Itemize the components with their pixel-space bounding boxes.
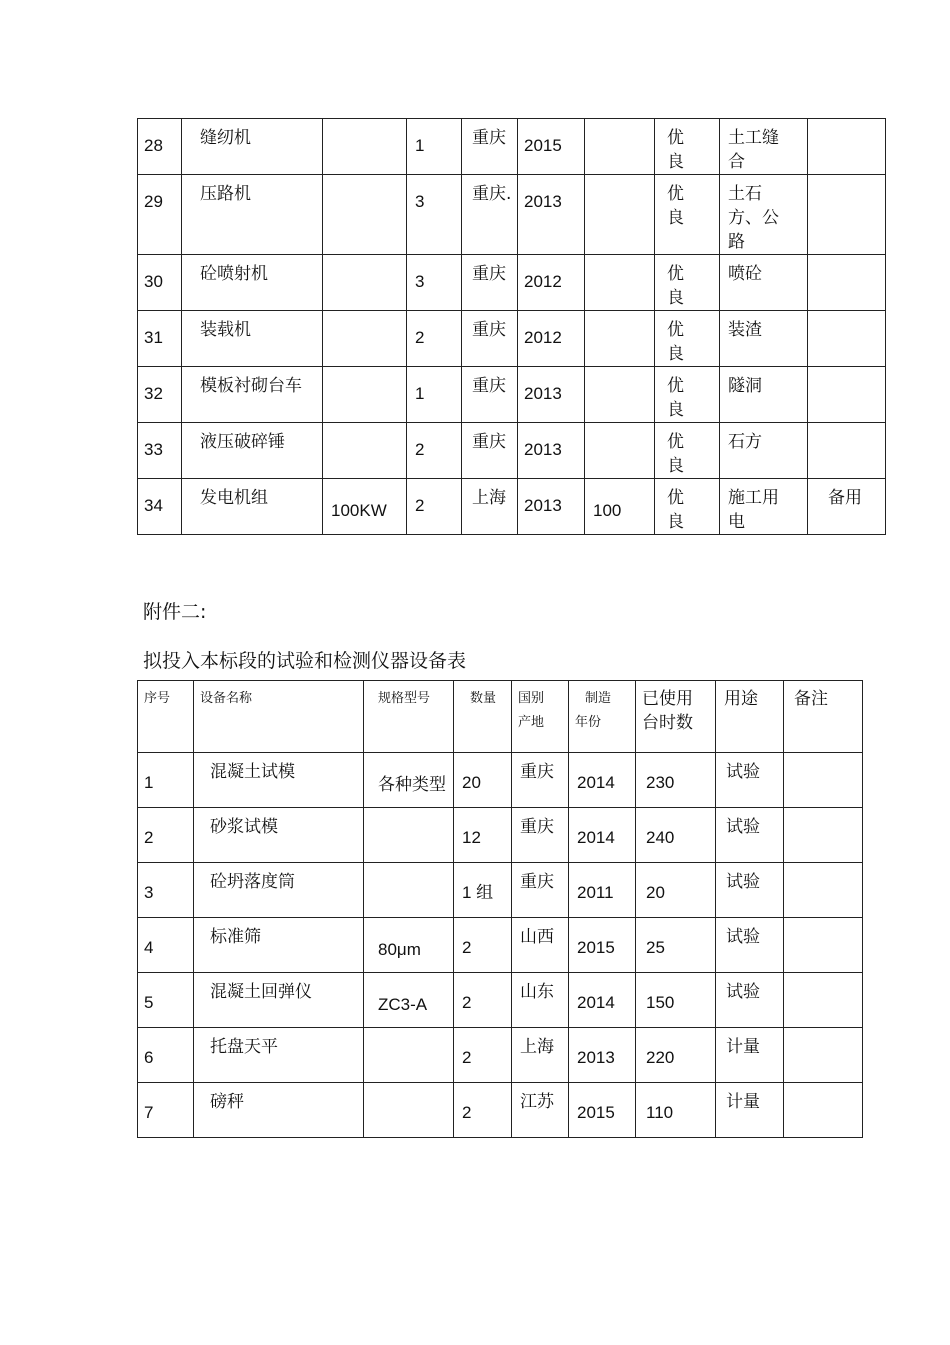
cell-name: 标准筛 bbox=[194, 918, 364, 973]
cell-use: 计量 bbox=[716, 1028, 784, 1083]
cell-note bbox=[784, 1028, 863, 1083]
table-row bbox=[138, 863, 863, 918]
header-origin: 国别 产地 bbox=[512, 681, 569, 753]
cell-note: 备用 bbox=[808, 479, 886, 535]
cell-use: 试验 bbox=[716, 973, 784, 1028]
cell-name: 模板衬砌台车 bbox=[182, 367, 323, 423]
cell-power bbox=[585, 175, 655, 255]
cell-origin: 山东 bbox=[512, 973, 569, 1028]
cell-qty: 2 bbox=[407, 479, 462, 535]
cell-year: 2015 bbox=[518, 119, 585, 175]
cell-year: 2012 bbox=[518, 255, 585, 311]
header-use: 用途 bbox=[716, 681, 784, 753]
cell-power bbox=[585, 311, 655, 367]
cell-note bbox=[784, 808, 863, 863]
attachment-title: 附件二: bbox=[143, 601, 207, 623]
cell-hours: 110 bbox=[636, 1083, 716, 1138]
cell-no: 5 bbox=[138, 973, 194, 1028]
cell-year: 2013 bbox=[518, 423, 585, 479]
cell-year: 2015 bbox=[569, 918, 636, 973]
cell-origin: 江苏 bbox=[512, 1083, 569, 1138]
cell-condition: 优良 bbox=[655, 311, 720, 367]
cell-name: 混凝土回弹仪 bbox=[194, 973, 364, 1028]
cell-spec bbox=[323, 367, 407, 423]
cell-power bbox=[585, 423, 655, 479]
table-row bbox=[138, 255, 886, 311]
cell-note bbox=[784, 863, 863, 918]
cell-name: 托盘天平 bbox=[194, 1028, 364, 1083]
cell-note bbox=[808, 423, 886, 479]
cell-year: 2011 bbox=[569, 863, 636, 918]
cell-condition: 优良 bbox=[655, 175, 720, 255]
header-qty: 数量 bbox=[454, 681, 512, 753]
table-row bbox=[138, 918, 863, 973]
cell-origin: 上海 bbox=[512, 1028, 569, 1083]
cell-hours: 20 bbox=[636, 863, 716, 918]
cell-use: 施工用电 bbox=[720, 479, 808, 535]
cell-name: 压路机 bbox=[182, 175, 323, 255]
cell-note bbox=[784, 918, 863, 973]
table-row bbox=[138, 367, 886, 423]
equipment-table-part-two bbox=[137, 254, 886, 535]
cell-spec bbox=[323, 119, 407, 175]
cell-name: 砼坍落度筒 bbox=[194, 863, 364, 918]
cell-qty: 3 bbox=[407, 255, 462, 311]
cell-no: 31 bbox=[138, 311, 182, 367]
cell-hours: 230 bbox=[636, 753, 716, 808]
header-no: 序号 bbox=[138, 681, 194, 753]
cell-no: 28 bbox=[138, 119, 182, 175]
table-row bbox=[138, 175, 886, 255]
cell-spec bbox=[364, 1028, 454, 1083]
cell-origin: 上海 bbox=[462, 479, 518, 535]
cell-no: 3 bbox=[138, 863, 194, 918]
cell-use: 喷砼 bbox=[720, 255, 808, 311]
cell-use: 石方 bbox=[720, 423, 808, 479]
cell-no: 30 bbox=[138, 255, 182, 311]
cell-year: 2013 bbox=[518, 175, 585, 255]
cell-year: 2014 bbox=[569, 808, 636, 863]
cell-qty: 3 bbox=[407, 175, 462, 255]
cell-name: 砼喷射机 bbox=[182, 255, 323, 311]
cell-hours: 150 bbox=[636, 973, 716, 1028]
cell-power bbox=[585, 255, 655, 311]
cell-qty: 1 组 bbox=[454, 863, 512, 918]
cell-note bbox=[808, 367, 886, 423]
cell-spec bbox=[364, 1083, 454, 1138]
cell-year: 2013 bbox=[569, 1028, 636, 1083]
header-spec: 规格型号 bbox=[364, 681, 454, 753]
cell-spec bbox=[323, 175, 407, 255]
cell-year: 2014 bbox=[569, 753, 636, 808]
header-hours: 已使用 台时数 bbox=[636, 681, 716, 753]
cell-origin: 重庆 bbox=[462, 367, 518, 423]
table-row bbox=[138, 973, 863, 1028]
cell-spec: 80μm bbox=[364, 918, 454, 973]
cell-origin: 重庆. bbox=[462, 175, 518, 255]
header-note: 备注 bbox=[784, 681, 863, 753]
header-year: 制造 年份 bbox=[569, 681, 636, 753]
cell-condition: 优良 bbox=[655, 367, 720, 423]
cell-use: 计量 bbox=[716, 1083, 784, 1138]
table-row bbox=[138, 119, 886, 175]
table-row bbox=[138, 311, 886, 367]
cell-use: 试验 bbox=[716, 808, 784, 863]
cell-origin: 重庆 bbox=[462, 119, 518, 175]
cell-name: 液压破碎锤 bbox=[182, 423, 323, 479]
cell-power bbox=[585, 119, 655, 175]
cell-qty: 2 bbox=[454, 1028, 512, 1083]
cell-note bbox=[808, 255, 886, 311]
cell-no: 4 bbox=[138, 918, 194, 973]
cell-qty: 2 bbox=[454, 1083, 512, 1138]
cell-no: 6 bbox=[138, 1028, 194, 1083]
cell-year: 2012 bbox=[518, 311, 585, 367]
table-row bbox=[138, 1083, 863, 1138]
cell-spec bbox=[323, 255, 407, 311]
cell-spec: 100KW bbox=[323, 479, 407, 535]
cell-qty: 12 bbox=[454, 808, 512, 863]
cell-qty: 20 bbox=[454, 753, 512, 808]
instrument-header-row bbox=[138, 681, 863, 753]
header-name: 设备名称 bbox=[194, 681, 364, 753]
cell-use: 土石方、公路 bbox=[720, 175, 808, 255]
cell-name: 发电机组 bbox=[182, 479, 323, 535]
cell-spec: ZC3-A bbox=[364, 973, 454, 1028]
cell-qty: 2 bbox=[407, 311, 462, 367]
cell-use: 装渣 bbox=[720, 311, 808, 367]
cell-origin: 重庆 bbox=[462, 255, 518, 311]
cell-name: 缝纫机 bbox=[182, 119, 323, 175]
table-title: 拟投入本标段的试验和检测仪器设备表 bbox=[143, 650, 467, 672]
cell-name: 磅秤 bbox=[194, 1083, 364, 1138]
cell-origin: 重庆 bbox=[462, 423, 518, 479]
cell-spec bbox=[364, 808, 454, 863]
cell-note bbox=[784, 973, 863, 1028]
cell-spec bbox=[364, 863, 454, 918]
cell-no: 29 bbox=[138, 175, 182, 255]
cell-no: 34 bbox=[138, 479, 182, 535]
cell-qty: 2 bbox=[454, 973, 512, 1028]
cell-note bbox=[808, 119, 886, 175]
cell-qty: 1 bbox=[407, 119, 462, 175]
cell-condition: 优良 bbox=[655, 423, 720, 479]
cell-no: 2 bbox=[138, 808, 194, 863]
cell-note bbox=[808, 311, 886, 367]
cell-spec: 各种类型 bbox=[364, 753, 454, 808]
cell-no: 33 bbox=[138, 423, 182, 479]
cell-name: 装载机 bbox=[182, 311, 323, 367]
cell-qty: 2 bbox=[454, 918, 512, 973]
cell-use: 试验 bbox=[716, 918, 784, 973]
cell-qty: 2 bbox=[407, 423, 462, 479]
cell-no: 32 bbox=[138, 367, 182, 423]
cell-note bbox=[784, 753, 863, 808]
cell-year: 2015 bbox=[569, 1083, 636, 1138]
equipment-table-continued bbox=[137, 118, 886, 255]
cell-note bbox=[808, 175, 886, 255]
cell-power: 100 bbox=[585, 479, 655, 535]
table-row bbox=[138, 808, 863, 863]
cell-use: 试验 bbox=[716, 863, 784, 918]
cell-origin: 重庆 bbox=[462, 311, 518, 367]
cell-year: 2014 bbox=[569, 973, 636, 1028]
cell-condition: 优良 bbox=[655, 119, 720, 175]
cell-spec bbox=[323, 311, 407, 367]
cell-use: 隧洞 bbox=[720, 367, 808, 423]
cell-condition: 优良 bbox=[655, 479, 720, 535]
table-row bbox=[138, 479, 886, 535]
cell-no: 7 bbox=[138, 1083, 194, 1138]
cell-origin: 重庆 bbox=[512, 808, 569, 863]
cell-condition: 优良 bbox=[655, 255, 720, 311]
cell-origin: 重庆 bbox=[512, 863, 569, 918]
cell-qty: 1 bbox=[407, 367, 462, 423]
cell-year: 2013 bbox=[518, 367, 585, 423]
cell-note bbox=[784, 1083, 863, 1138]
cell-year: 2013 bbox=[518, 479, 585, 535]
cell-hours: 220 bbox=[636, 1028, 716, 1083]
cell-hours: 25 bbox=[636, 918, 716, 973]
cell-origin: 山西 bbox=[512, 918, 569, 973]
cell-name: 混凝土试模 bbox=[194, 753, 364, 808]
instrument-table bbox=[137, 680, 863, 1138]
cell-name: 砂浆试模 bbox=[194, 808, 364, 863]
cell-use: 土工缝合 bbox=[720, 119, 808, 175]
table-row bbox=[138, 753, 863, 808]
cell-no: 1 bbox=[138, 753, 194, 808]
cell-spec bbox=[323, 423, 407, 479]
cell-origin: 重庆 bbox=[512, 753, 569, 808]
table-row bbox=[138, 423, 886, 479]
table-row bbox=[138, 1028, 863, 1083]
cell-power bbox=[585, 367, 655, 423]
cell-hours: 240 bbox=[636, 808, 716, 863]
cell-use: 试验 bbox=[716, 753, 784, 808]
